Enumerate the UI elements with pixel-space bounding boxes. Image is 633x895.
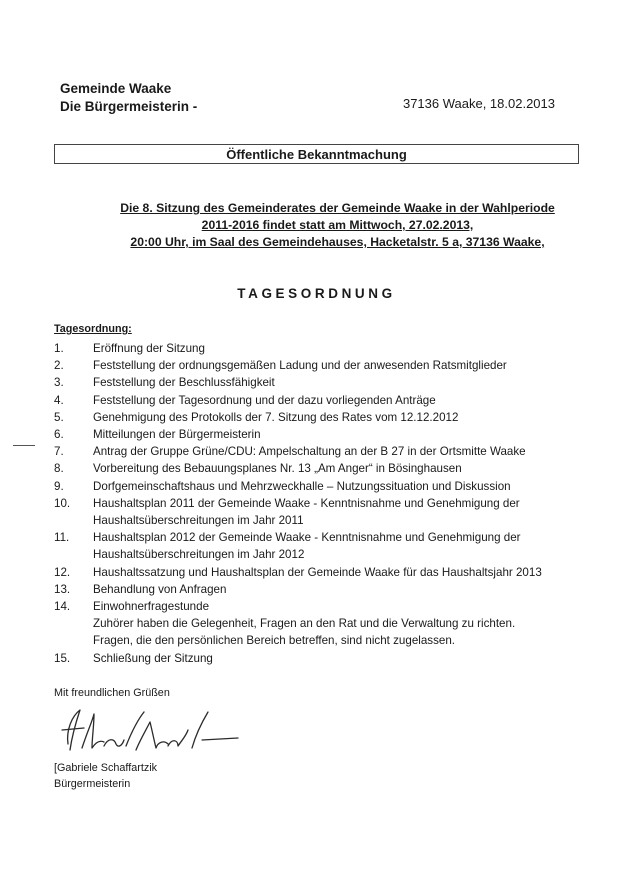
- agenda-item-text: Dorfgemeinschaftshaus und Mehrzweckhalle – Nutzungssituation und Diskussion: [93, 479, 511, 493]
- signer-block: [54, 760, 157, 792]
- agenda-item-subtext: Haushaltsüberschreitungen im Jahr 2012: [93, 548, 305, 562]
- handwritten-signature: [52, 700, 242, 765]
- agenda-item-text: Haushaltssatzung und Haushaltsplan der Gemeinde Waake für das Haushaltsjahr 2013: [93, 565, 542, 579]
- agenda-item: [54, 443, 614, 460]
- agenda-item-subtext: Fragen, die den persönlichen Bereich betreffen, sind nicht zugelassen.: [93, 634, 455, 648]
- agenda-item-text: Feststellung der Tagesordnung und der dazu vorliegenden Anträge: [93, 393, 436, 407]
- margin-mark: [13, 445, 35, 446]
- agenda-item-text: Schließung der Sitzung: [93, 651, 213, 665]
- agenda-item: [54, 392, 614, 409]
- agenda-item: [54, 478, 614, 495]
- official-title: Die Bürgermeisterin -: [60, 99, 198, 114]
- agenda-item-text: Feststellung der Beschlussfähigkeit: [93, 376, 275, 390]
- municipality-name: Gemeinde Waake: [60, 81, 172, 96]
- place-date: 37136 Waake, 18.02.2013: [402, 96, 555, 111]
- agenda-item: [54, 564, 614, 581]
- agenda-item-text: Genehmigung des Protokolls der 7. Sitzung des Rates vom 12.12.2012: [93, 410, 459, 424]
- agenda-item-text: Einwohnerfragestunde: [93, 600, 210, 614]
- signature-drawing: [52, 700, 242, 760]
- agenda-item-number: 15.: [54, 651, 71, 665]
- agenda-item: [54, 409, 614, 426]
- agenda-item: [54, 581, 614, 598]
- agenda-item: [54, 495, 614, 529]
- agenda-item-number: 9.: [54, 479, 64, 493]
- agenda-item-text: Behandlung von Anfragen: [93, 582, 227, 596]
- agenda-item-number: 7.: [54, 445, 64, 459]
- agenda-item-text: Mitteilungen der Bürgermeisterin: [93, 428, 261, 442]
- sender-block: [60, 80, 197, 116]
- agenda-item: [54, 529, 614, 563]
- agenda-item-number: 3.: [54, 376, 64, 390]
- agenda-item-text: Eröffnung der Sitzung: [93, 342, 205, 355]
- signer-role: Bürgermeisterin: [54, 778, 131, 790]
- agenda-item: [54, 650, 614, 667]
- agenda-item: [54, 340, 614, 357]
- agenda-item: [54, 598, 614, 650]
- intro-line-2: 2011-2016 findet statt am Mittwoch, 27.02.2013,: [201, 218, 474, 232]
- meeting-intro: [60, 200, 615, 251]
- agenda-item: [54, 426, 614, 443]
- agenda-list: [54, 340, 614, 667]
- agenda-item: [54, 374, 614, 391]
- agenda-item: [54, 357, 614, 374]
- agenda-item-subtext: Zuhörer haben die Gelegenheit, Fragen an den Rat und die Verwaltung zu richten.: [93, 617, 516, 631]
- agenda-item-text: Feststellung der ordnungsgemäßen Ladung und der anwesenden Ratsmitglieder: [93, 359, 507, 373]
- agenda-item-number: 6.: [54, 428, 64, 442]
- agenda-item-number: 10.: [54, 496, 71, 510]
- agenda-item-subtext: Haushaltsüberschreitungen im Jahr 2011: [93, 514, 304, 528]
- agenda-item-number: 8.: [54, 462, 64, 476]
- agenda-label: Tagesordnung:: [54, 323, 132, 335]
- notice-title: Öffentliche Bekanntmachung: [54, 144, 579, 164]
- agenda-item-number: 13.: [54, 582, 71, 596]
- agenda-item-number: 4.: [54, 393, 64, 407]
- agenda-item-number: 11.: [54, 531, 70, 545]
- agenda-heading: TAGESORDNUNG: [237, 286, 396, 301]
- agenda-item-text: Haushaltsplan 2012 der Gemeinde Waake - Kenntnisnahme und Genehmigung der: [93, 531, 521, 545]
- agenda-item-number: 5.: [54, 410, 64, 424]
- agenda-item: [54, 460, 614, 477]
- agenda-item-number: 14.: [54, 600, 71, 614]
- agenda-item-text: Antrag der Gruppe Grüne/CDU: Ampelschaltung an der B 27 in der Ortsmitte Waake: [93, 445, 526, 459]
- agenda-item-number: 1.: [54, 342, 64, 355]
- agenda-item-number: 2.: [54, 359, 64, 373]
- agenda-item-text: Haushaltsplan 2011 der Gemeinde Waake - Kenntnisnahme und Genehmigung der: [93, 496, 520, 510]
- signer-name: [Gabriele Schaffartzik: [54, 762, 158, 774]
- agenda-item-text: Vorbereitung des Bebauungsplanes Nr. 13 „Am Anger“ in Bösinghausen: [93, 462, 462, 476]
- intro-line-3: 20:00 Uhr, im Saal des Gemeindehauses, Hacketalstr. 5 a, 37136 Waake,: [130, 235, 545, 249]
- intro-line-1: Die 8. Sitzung des Gemeinderates der Gemeinde Waake in der Wahlperiode: [120, 201, 555, 215]
- closing-greeting: Mit freundlichen Grüßen: [54, 687, 170, 699]
- agenda-item-number: 12.: [54, 565, 71, 579]
